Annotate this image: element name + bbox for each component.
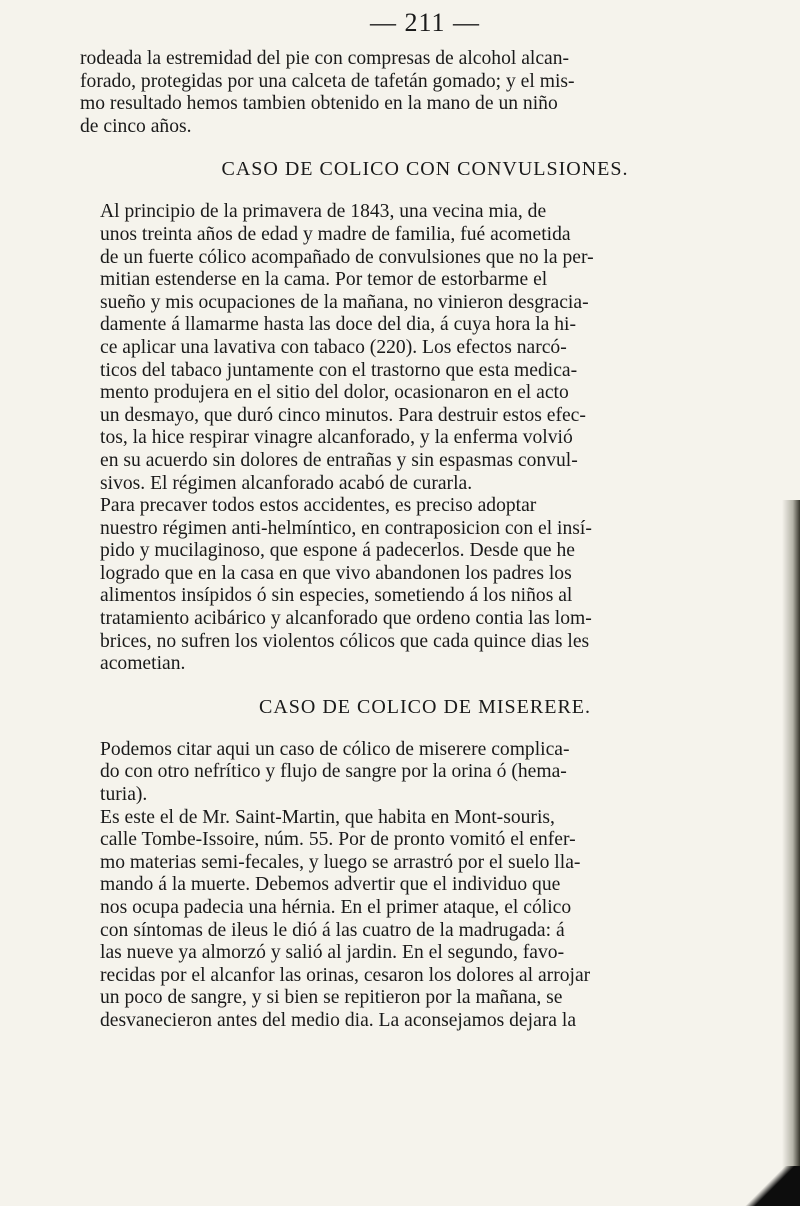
section-heading-convulsiones: CASO DE COLICO CON CONVULSIONES.: [221, 158, 629, 181]
text-line: sivos. El régimen alcanforado acabó de curarla.: [100, 472, 473, 494]
text-line: mento produjera en el sitio del dolor, ocasionaron en el acto: [100, 382, 569, 404]
section2-paragraph1: [80, 739, 770, 807]
text-line: en su acuerdo sin dolores de entrañas y sin espasmas convul-: [100, 449, 578, 471]
page-number: — 211 —: [369, 8, 481, 37]
text-line: tos, la hice respirar vinagre alcanforado, y la enferma volvió: [100, 427, 573, 449]
page-edge-shadow: [782, 500, 800, 1206]
text-line: acometian.: [100, 653, 186, 675]
text-line: de un fuerte cólico acompañado de convulsiones que no la per-: [100, 246, 594, 268]
text-line: brices, no sufren los violentos cólicos que cada quince dias les: [100, 630, 590, 652]
text-line: calle Tombe-Issoire, núm. 55. Por de pronto vomitó el enfer-: [100, 829, 576, 851]
section1-paragraph1: [80, 201, 770, 495]
text-line: nuestro régimen anti-helmíntico, en contraposicion con el insí-: [100, 517, 592, 539]
section-heading-miserere: CASO DE COLICO DE MISERERE.: [258, 695, 591, 718]
text-line: un poco de sangre, y si bien se repitieron por la mañana, se: [100, 987, 563, 1009]
text-line: ticos del tabaco juntamente con el trastorno que esta medica-: [100, 359, 578, 381]
text-line: las nueve ya almorzó y salió al jardin. En el segundo, favo-: [100, 942, 565, 964]
page-corner-mark: [740, 1166, 800, 1206]
text-line: turia).: [100, 784, 148, 806]
text-line: Para precaver todos estos accidentes, es preciso adoptar: [100, 495, 537, 517]
section1-paragraph2: [80, 495, 770, 676]
text-line: Es este el de Mr. Saint-Martin, que habita en Mont-souris,: [100, 806, 555, 828]
text-line: pido y mucilaginoso, que espone á padecerlos. Desde que he: [100, 540, 576, 562]
text-line: desvanecieron antes del medio dia. La aconsejamos dejara la: [100, 1009, 577, 1031]
text-line: recidas por el alcanfor las orinas, cesaron los dolores al arrojar: [100, 964, 591, 986]
text-line: mo materias semi-fecales, y luego se arrastró por el suelo lla-: [100, 851, 581, 873]
text-line: alimentos insípidos ó sin especies, sometiendo á los niños al: [100, 585, 573, 607]
text-line: de cinco años.: [80, 115, 192, 137]
text-line: rodeada la estremidad del pie con compresas de alcohol alcan-: [80, 48, 570, 69]
book-page: [80, 8, 770, 1033]
section2-paragraph2: [80, 807, 770, 1033]
intro-paragraph: [80, 48, 770, 138]
text-line: do con otro nefrítico y flujo de sangre por la orina ó (hema-: [100, 761, 567, 783]
text-line: tratamiento acibárico y alcanforado que ordeno contia las lom-: [100, 608, 592, 630]
text-line: mando á la muerte. Debemos advertir que el individuo que: [100, 874, 561, 896]
text-line: nos ocupa padecia una hérnia. En el primer ataque, el cólico: [100, 897, 572, 918]
text-line: damente á llamarme hasta las doce del dia, á cuya hora la hi-: [100, 314, 577, 336]
text-line: mo resultado hemos tambien obtenido en la mano de un niño: [80, 93, 558, 115]
text-line: mitian estenderse en la cama. Por temor de estorbarme el: [100, 269, 548, 291]
text-line: sueño y mis ocupaciones de la mañana, no vinieron desgracia-: [100, 291, 589, 313]
text-line: Al principio de la primavera de 1843, una vecina mia, de: [100, 201, 547, 223]
text-line: ce aplicar una lavativa con tabaco (220). Los efectos narcó-: [100, 336, 567, 358]
text-line: unos treinta años de edad y madre de familia, fué acometida: [100, 223, 571, 245]
text-line: un desmayo, que duró cinco minutos. Para destruir estos efec-: [100, 404, 586, 426]
text-line: logrado que en la casa en que vivo abandonen los padres los: [100, 562, 572, 584]
text-line: forado, protegidas por una calceta de tafetán gomado; y el mis-: [80, 70, 575, 92]
text-line: Podemos citar aqui un caso de cólico de miserere complica-: [100, 738, 570, 760]
text-line: con síntomas de ileus le dió á las cuatro de la madrugada: á: [100, 919, 565, 941]
